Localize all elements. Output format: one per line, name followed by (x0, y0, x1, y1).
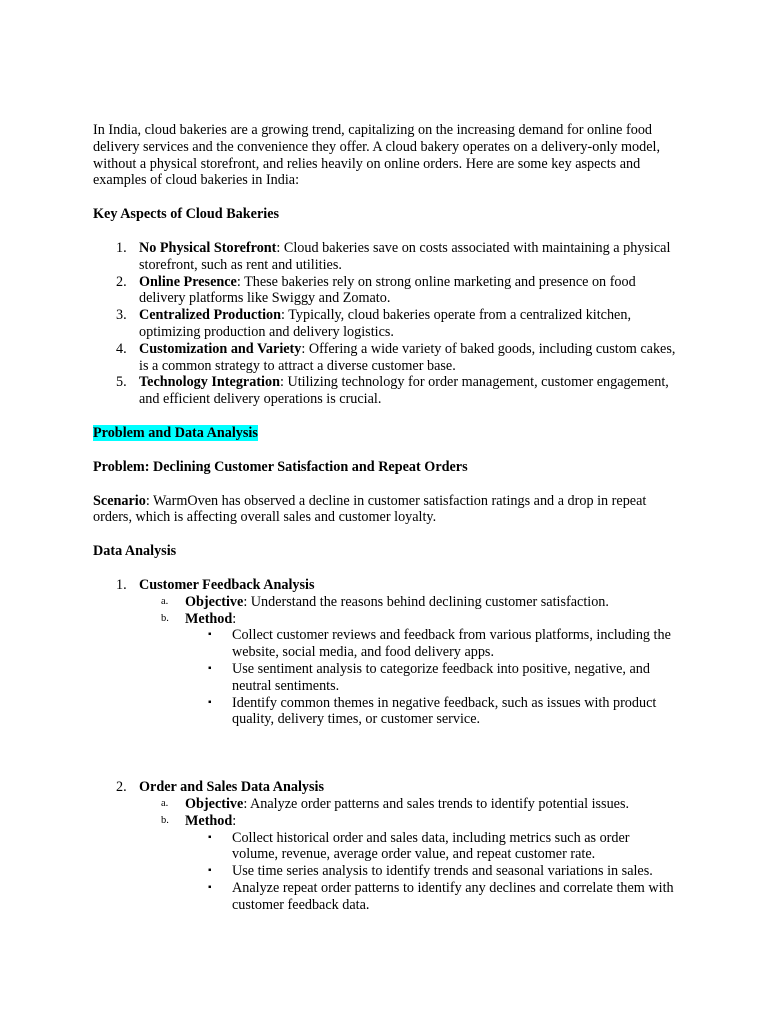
data-analysis-heading: Data Analysis (93, 543, 177, 560)
bullet-item: ▪ Collect customer reviews and feedback from various platforms, including the website, social media, and food delivery apps. (208, 627, 671, 661)
analysis-item-title: 2. Order and Sales Data Analysis (116, 779, 324, 796)
list-number: 4. (116, 340, 127, 357)
list-text: : Typically, cloud bakeries operate from a centralized kitchen, optimizing production and delivery logistics. (139, 307, 631, 340)
list-number: 1. (116, 576, 127, 593)
document-page (93, 122, 679, 913)
square-bullet-icon: ▪ (208, 865, 212, 877)
objective-item: a. Objective: Analyze order patterns and sales trends to identify potential issues. (161, 795, 630, 812)
list-item (93, 374, 679, 408)
list-term: No Physical Storefront (139, 239, 277, 256)
bullet-item: ▪ Identify common themes in negative feedback, such as issues with product quality, delivery times, or customer service. (208, 694, 657, 728)
list-item (93, 307, 679, 341)
square-bullet-icon: ▪ (208, 696, 212, 708)
analysis-section (93, 577, 679, 728)
bullet-item: ▪ Use sentiment analysis to categorize feedback into positive, negative, and neutral sentiments. (208, 660, 650, 694)
list-term: Customization and Variety (139, 340, 302, 357)
bullet-item: ▪ Analyze repeat order patterns to identify any declines and correlate them with customer feedback data. (208, 879, 674, 913)
scenario-paragraph (93, 493, 679, 527)
list-item (93, 341, 679, 375)
intro-paragraph: In India, cloud bakeries are a growing trend, capitalizing on the increasing demand for online food delivery services and the convenience they offer. A cloud bakery operates on a delivery-only model, without a physical storefront, and relies heavily on online orders. Here are some key aspects and examples of cloud bakeries in India: (93, 122, 661, 189)
analysis-section (93, 779, 679, 913)
square-bullet-icon: ▪ (208, 881, 212, 893)
highlighted-heading: Problem and Data Analysis (93, 424, 258, 441)
sub-marker: b. (161, 612, 169, 624)
list-text: : Cloud bakeries save on costs associated with maintaining a physical storefront, such as rent and utilities. (139, 239, 671, 273)
key-aspects-list (93, 240, 679, 408)
list-number: 2. (116, 273, 127, 290)
list-text: : These bakeries rely on strong online marketing and presence on food delivery platforms like Swiggy and Zomato. (139, 273, 636, 307)
scenario-label: Scenario (93, 492, 146, 509)
list-text: : Offering a wide variety of baked goods, including custom cakes, is a common strategy to attract a diverse customer base. (139, 340, 676, 374)
problem-heading: Problem: Declining Customer Satisfaction and Repeat Orders (93, 458, 468, 475)
method-item: b. Method: (161, 610, 237, 627)
key-aspects-heading: Key Aspects of Cloud Bakeries (93, 206, 280, 223)
list-number: 1. (116, 239, 127, 256)
sub-marker: a. (161, 595, 169, 607)
method-item: b. Method: (161, 812, 237, 829)
list-number: 5. (116, 374, 127, 391)
list-number: 2. (116, 779, 127, 796)
square-bullet-icon: ▪ (208, 831, 212, 843)
list-text: : Utilizing technology for order management, customer engagement, and efficient delivery operations is crucial. (139, 374, 669, 408)
list-term: Online Presence (139, 273, 237, 290)
scenario-text: : WarmOven has observed a decline in customer satisfaction ratings and a drop in repeat orders, which is affecting overall sales and customer loyalty. (93, 492, 647, 526)
square-bullet-icon: ▪ (208, 629, 212, 641)
list-term: Centralized Production (139, 307, 281, 324)
list-term: Technology Integration (139, 374, 280, 391)
sub-marker: a. (161, 797, 169, 809)
square-bullet-icon: ▪ (208, 662, 212, 674)
bullet-item: ▪ Use time series analysis to identify trends and seasonal variations in sales. (208, 863, 653, 880)
problem-and-data-analysis-heading (93, 425, 679, 442)
list-item (93, 274, 679, 308)
objective-item: a. Objective: Understand the reasons behind declining customer satisfaction. (161, 593, 609, 610)
sub-marker: b. (161, 814, 169, 826)
list-number: 3. (116, 307, 127, 324)
analysis-item-title: 1. Customer Feedback Analysis (116, 576, 315, 593)
list-item (93, 240, 679, 274)
bullet-item: ▪ Collect historical order and sales data, including metrics such as order volume, revenue, average order value, and repeat customer rate. (208, 829, 630, 863)
